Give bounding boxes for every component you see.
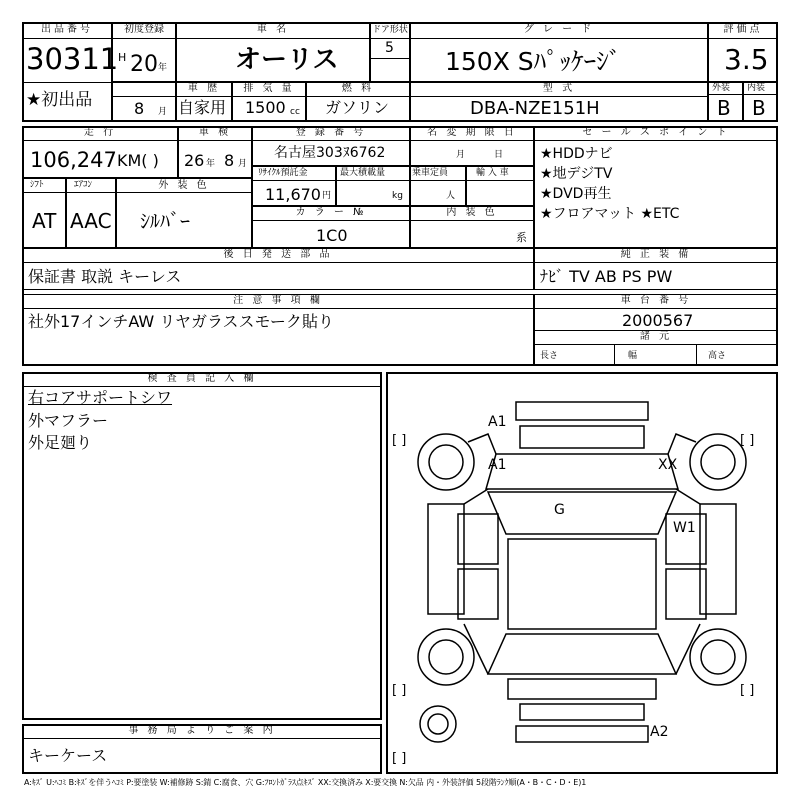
history-label: 車 歴 — [187, 83, 221, 94]
score-value: 3.5 — [724, 43, 769, 76]
chassis-value: 2000567 — [622, 311, 694, 330]
later-label: 後 日 発 送 部 品 — [223, 249, 333, 260]
color-no-value: 1C0 — [316, 226, 348, 245]
sales-point-1: ★HDDナビ — [540, 146, 613, 162]
color-no-label: カ ラ ー № — [295, 207, 367, 218]
inspection-year: 26 — [184, 151, 205, 170]
model-value: DBA-NZE151H — [470, 98, 600, 119]
later-value: 保証書 取説 キーレス — [28, 267, 182, 286]
int-color-unit: 系 — [516, 231, 527, 244]
car-name: オーリス — [235, 45, 339, 75]
int-color-label: 内 装 色 — [446, 207, 498, 218]
bracket-spare: [ ] — [392, 751, 407, 766]
displacement-value: 1500 — [245, 98, 286, 117]
genuine-label: 純 正 装 備 — [620, 249, 692, 260]
sales-point-2: ★地デジTV — [540, 166, 613, 182]
inspection-label: 車 検 — [198, 127, 232, 138]
office-value: キーケース — [28, 746, 108, 765]
fuel-label: 燃 料 — [341, 83, 375, 94]
year-value: 20 — [130, 52, 158, 77]
length-label: 長さ — [540, 351, 559, 361]
reg-label: 登 録 番 号 — [295, 127, 367, 138]
first-reg-label: 初度登録 — [124, 24, 164, 35]
reg-value: 名古屋303ﾇ6762 — [274, 145, 386, 161]
exterior-grade: B — [717, 96, 731, 120]
era: H — [118, 51, 127, 64]
inspection-month-unit: 月 — [238, 159, 248, 169]
displacement-unit: cc — [290, 107, 300, 117]
mileage-label: 走 行 — [83, 127, 117, 138]
mark-right-fender: XX — [658, 457, 678, 473]
office-label: 事 務 局 よ り ご 案 内 — [128, 725, 276, 736]
interior-grade: B — [752, 96, 766, 120]
inspection-month: 8 — [224, 151, 235, 170]
import-label: 輸 入 車 — [476, 168, 509, 178]
bracket-fr: [ ] — [740, 433, 755, 448]
max-load-label: 最大積載量 — [340, 168, 386, 178]
mileage-value: 106,247 — [30, 148, 117, 172]
notes-label: 注 意 事 項 欄 — [233, 295, 323, 306]
history-value: 自家用 — [178, 98, 227, 117]
interior-label: 内装 — [747, 83, 766, 93]
inspector-label: 検 査 員 記 入 欄 — [147, 373, 257, 384]
grade-label: グ レ ー ド — [523, 24, 595, 35]
deadline-label: 名 変 期 限 日 — [427, 127, 517, 138]
lot-label: 出品番号 — [41, 24, 93, 35]
shift-value: AT — [32, 209, 57, 233]
ac-label: ｴｱｺﾝ — [74, 180, 93, 190]
grade-value: 150X Sﾊﾟｯｹｰｼﾞ — [445, 47, 622, 76]
inspector-line-3: 外足廻り — [28, 433, 93, 452]
recycle-value: 11,670 — [265, 185, 321, 204]
height-label: 高さ — [708, 351, 727, 361]
door-value: 5 — [385, 40, 394, 56]
first-listing: ★初出品 — [26, 90, 93, 110]
bracket-rl: [ ] — [392, 683, 407, 698]
mark-hood: G — [554, 502, 565, 518]
month-unit: 月 — [158, 107, 168, 117]
fuel-value: ガソリン — [325, 98, 390, 117]
width-label: 幅 — [628, 351, 638, 361]
recycle-label: ﾘｻｲｸﾙ預託金 — [258, 168, 308, 178]
mark-right-door: W1 — [673, 520, 696, 536]
mark-front-bumper: A1 — [488, 414, 507, 430]
shift-label: ｼﾌﾄ — [30, 180, 44, 190]
bracket-rr: [ ] — [740, 683, 755, 698]
sales-point-4: ★フロアマット ★ETC — [540, 206, 680, 222]
displacement-label: 排 気 量 — [243, 83, 295, 94]
month-value: 8 — [134, 99, 145, 118]
door-label: ドア形状 — [372, 25, 408, 35]
inspector-line-1: 右コアサポートシワ — [28, 388, 173, 407]
genuine-value: ﾅﾋﾞ TV AB PS PW — [540, 267, 673, 286]
ext-color-value: ｼﾙﾊﾞｰ — [140, 209, 190, 233]
inspector-line-2: 外マフラー — [28, 411, 109, 430]
capacity-unit: 人 — [446, 191, 456, 201]
legend: A:ｷｽﾞ U:ﾍｺﾐ B:ｷｽﾞを伴うﾍｺﾐ P:要塗装 W:補修跡 S:錆 C:腐食、穴 G:ﾌﾛﾝﾄｶﾞﾗｽ点ｷｽﾞ XX:交換済み X:要交換 N:欠品 内・外装評価 5段階ﾗﾝｸ順(A・B・C・D・E)1 — [24, 778, 587, 787]
year-unit: 年 — [158, 63, 168, 73]
chassis-label: 車 台 番 号 — [620, 295, 692, 306]
sales-point-3: ★DVD再生 — [540, 186, 612, 202]
mark-rear-bumper: A2 — [650, 724, 669, 740]
dims-label: 諸 元 — [639, 331, 673, 342]
car-name-label: 車 名 — [256, 24, 290, 35]
score-label: 評価点 — [723, 24, 763, 35]
bracket-fl: [ ] — [392, 433, 407, 448]
car-diagram — [388, 374, 776, 772]
inspection-year-unit: 年 — [206, 159, 216, 169]
exterior-label: 外装 — [712, 83, 731, 93]
ext-color-label: 外 装 色 — [158, 180, 210, 191]
capacity-label: 乗車定員 — [412, 168, 449, 178]
deadline-day: 日 — [494, 150, 504, 160]
notes-value: 社外17インチAW リヤガラススモーク貼り — [28, 312, 334, 331]
lot-number: 30311 — [26, 42, 119, 76]
sales-label: セ ー ル ス ポ イ ン ト — [582, 127, 730, 138]
deadline-month: 月 — [456, 150, 466, 160]
model-label: 型 式 — [542, 83, 576, 94]
max-load-unit: kg — [392, 191, 403, 201]
mark-left-fender: A1 — [488, 457, 507, 473]
mileage-unit: KM( ) — [117, 151, 159, 170]
ac-value: AAC — [70, 209, 112, 233]
recycle-unit: 円 — [322, 191, 332, 201]
